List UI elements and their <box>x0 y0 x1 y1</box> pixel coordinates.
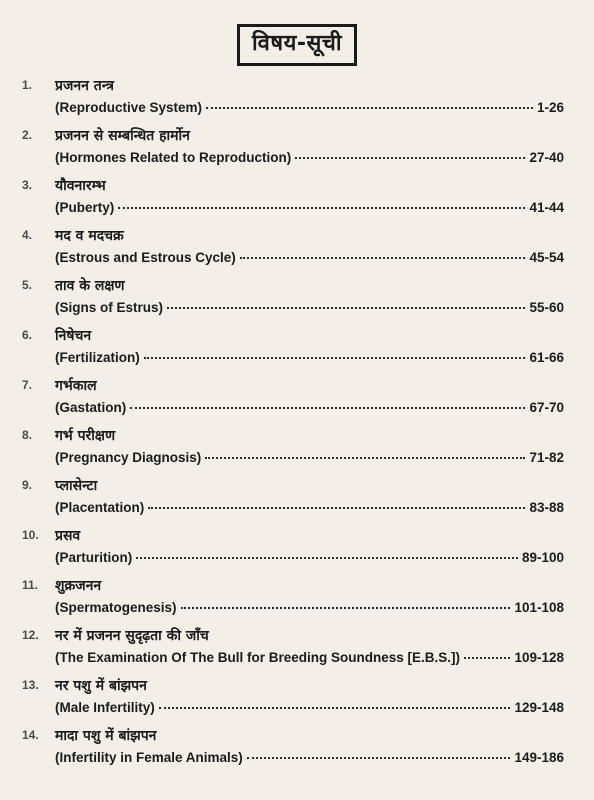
chapter-title-english: (Hormones Related to Reproduction) <box>55 150 292 165</box>
chapter-title-english: (Gastation) <box>55 400 127 415</box>
dot-leader <box>206 107 533 109</box>
chapter-number: 12. <box>22 628 39 642</box>
page-range: 129-148 <box>514 700 564 715</box>
dot-leader <box>118 207 525 209</box>
chapter-title-english: (Parturition) <box>55 550 133 565</box>
toc-entry <box>0 176 594 226</box>
toc-entry <box>0 426 594 476</box>
chapter-title-hindi: निषेचन <box>55 328 92 344</box>
page-range: 101-108 <box>514 600 564 615</box>
chapter-english-row <box>55 98 564 118</box>
chapter-title-hindi: ताव के लक्षण <box>55 278 125 294</box>
toc-entry <box>0 626 594 676</box>
chapter-title-hindi: शुक्रजनन <box>55 578 102 594</box>
page-range: 149-186 <box>514 750 564 765</box>
page-range: 27-40 <box>529 150 564 165</box>
chapter-title-hindi: गर्भ परीक्षण <box>55 428 116 444</box>
dot-leader <box>295 157 525 159</box>
toc-entry <box>0 376 594 426</box>
dot-leader <box>130 407 525 409</box>
page-title: विषय-सूची <box>237 24 357 66</box>
dot-leader <box>144 357 526 359</box>
chapter-number: 11. <box>22 578 39 592</box>
chapter-english-row <box>55 648 564 668</box>
chapter-title-hindi: मादा पशु में बांझपन <box>55 728 157 744</box>
toc-entry <box>0 326 594 376</box>
chapter-number: 3. <box>22 178 33 192</box>
toc-entry <box>0 576 594 626</box>
toc-entry <box>0 126 594 176</box>
chapter-number: 13. <box>22 678 39 692</box>
chapter-title-hindi: यौवनारम्भ <box>55 178 106 194</box>
chapter-title-hindi: गर्भकाल <box>55 378 97 394</box>
chapter-english-row <box>55 498 564 518</box>
toc-entry <box>0 676 594 726</box>
chapter-english-row <box>55 748 564 768</box>
chapter-title-english: (Estrous and Estrous Cycle) <box>55 250 236 265</box>
chapter-number: 2. <box>22 128 33 142</box>
chapter-number: 4. <box>22 228 33 242</box>
page-range: 89-100 <box>521 550 564 565</box>
toc-entry <box>0 226 594 276</box>
chapter-title-english: (Pregnancy Diagnosis) <box>55 450 202 465</box>
toc-entry <box>0 276 594 326</box>
dot-leader <box>136 557 518 559</box>
toc-entry <box>0 726 594 776</box>
chapter-english-row <box>55 548 564 568</box>
chapter-english-row <box>55 598 564 618</box>
chapter-title-english: (Infertility in Female Animals) <box>55 750 243 765</box>
chapter-title-hindi: प्लासेन्टा <box>55 478 98 494</box>
chapter-english-row <box>55 298 564 318</box>
dot-leader <box>148 507 525 509</box>
chapter-number: 1. <box>22 78 33 92</box>
chapter-title-english: (Reproductive System) <box>55 100 203 115</box>
page-range: 83-88 <box>529 500 564 515</box>
chapter-english-row <box>55 198 564 218</box>
chapter-number: 6. <box>22 328 33 342</box>
chapter-title-hindi: मद व मदचक्र <box>55 228 124 244</box>
chapter-english-row <box>55 698 564 718</box>
chapter-title-hindi: प्रजनन से सम्बन्धित हार्मोन <box>55 128 190 144</box>
page-range: 55-60 <box>529 300 564 315</box>
dot-leader <box>240 257 526 259</box>
chapter-title-english: (Signs of Estrus) <box>55 300 164 315</box>
chapter-number: 10. <box>22 528 39 542</box>
chapter-title-hindi: नर में प्रजनन सुदृढ़ता की जाँच <box>55 628 209 644</box>
chapter-title-hindi: प्रसव <box>55 528 81 544</box>
dot-leader <box>247 757 511 759</box>
dot-leader <box>167 307 525 309</box>
page-range: 1-26 <box>536 100 564 115</box>
chapter-title-hindi: प्रजनन तन्त्र <box>55 78 115 94</box>
page-range: 109-128 <box>514 650 564 665</box>
chapter-number: 7. <box>22 378 33 392</box>
chapter-english-row <box>55 348 564 368</box>
page-range: 61-66 <box>529 350 564 365</box>
page-range: 45-54 <box>529 250 564 265</box>
chapter-title-hindi: नर पशु में बांझपन <box>55 678 147 694</box>
page-range: 41-44 <box>529 200 564 215</box>
dot-leader <box>181 607 511 609</box>
chapter-number: 8. <box>22 428 33 442</box>
chapter-english-row <box>55 148 564 168</box>
page-range: 67-70 <box>529 400 564 415</box>
title-area <box>0 24 594 66</box>
page-range: 71-82 <box>529 450 564 465</box>
chapter-title-english: (Spermatogenesis) <box>55 600 177 615</box>
chapter-title-english: (Puberty) <box>55 200 115 215</box>
chapter-title-english: (Male Infertility) <box>55 700 155 715</box>
dot-leader <box>159 707 511 709</box>
chapter-english-row <box>55 398 564 418</box>
toc-entry <box>0 76 594 126</box>
toc-entry <box>0 526 594 576</box>
chapter-english-row <box>55 248 564 268</box>
toc-entry <box>0 476 594 526</box>
dot-leader <box>205 457 525 459</box>
chapter-title-english: (The Examination Of The Bull for Breeding Soundness [E.B.S.]) <box>55 650 461 665</box>
chapter-title-english: (Fertilization) <box>55 350 140 365</box>
table-of-contents <box>0 76 594 776</box>
chapter-title-english: (Placentation) <box>55 500 145 515</box>
chapter-number: 5. <box>22 278 33 292</box>
chapter-number: 14. <box>22 728 39 742</box>
chapter-number: 9. <box>22 478 33 492</box>
chapter-english-row <box>55 448 564 468</box>
dot-leader <box>464 657 510 659</box>
